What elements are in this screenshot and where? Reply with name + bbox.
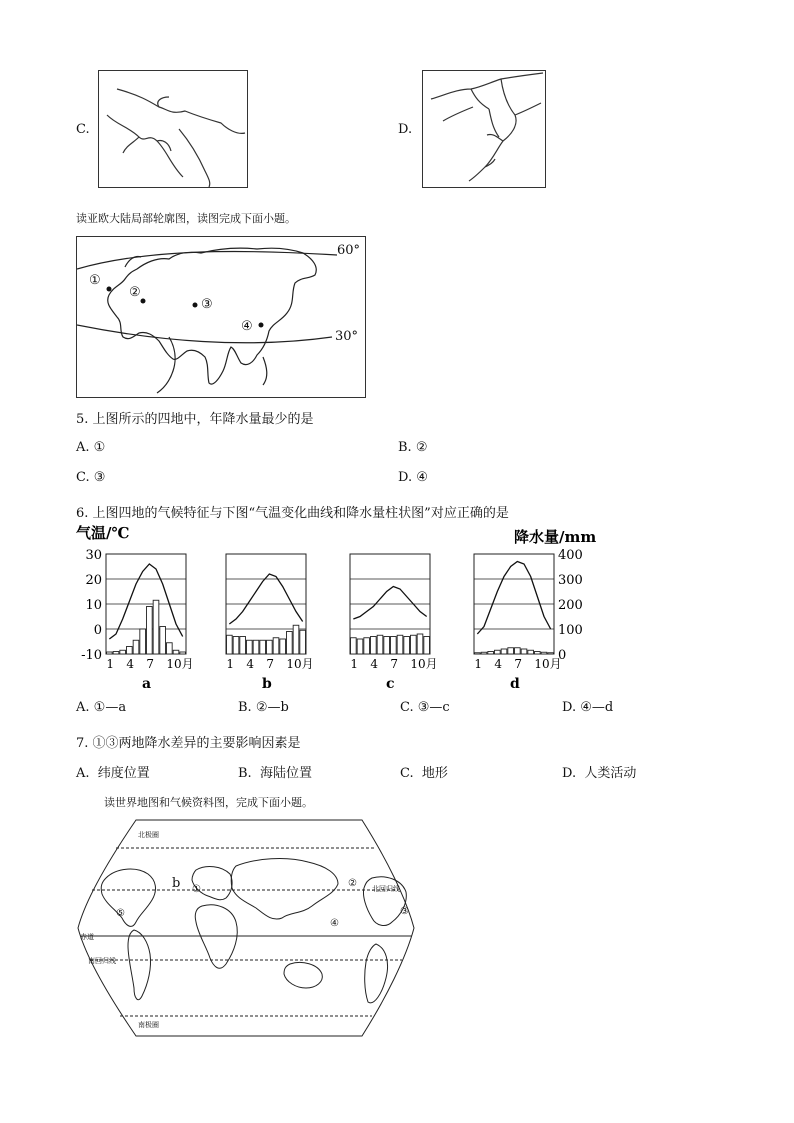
chart-d-name: d xyxy=(510,676,520,692)
chart-c-precip-bar xyxy=(357,639,363,654)
chart-b-precip-bar xyxy=(267,640,273,654)
chart-b-x-tick: 4 xyxy=(246,657,254,671)
chart-b-precip-bar xyxy=(253,640,259,654)
world-point-3: ③ xyxy=(400,906,409,917)
chart-c-x-tick: 7 xyxy=(390,657,398,671)
climate-charts xyxy=(76,524,616,694)
chart-a-precip-bar xyxy=(140,629,146,654)
eurasia-point-2: ② xyxy=(129,285,141,300)
chart-c-precip-bar xyxy=(384,637,390,655)
chart-c-precip-bar xyxy=(377,635,383,654)
q5-option-b[interactable]: B. ② xyxy=(398,440,428,455)
q6-option-d[interactable]: D. ④—d xyxy=(562,700,614,715)
option-c-river-map xyxy=(98,70,248,188)
chart-a-precip-bar xyxy=(173,650,179,654)
temp-tick-30: 30 xyxy=(85,548,102,563)
chart-c-x-tick: 4 xyxy=(370,657,378,671)
precip-tick-0: 0 xyxy=(558,648,567,663)
chart-b-x-tick: 1 xyxy=(226,657,234,671)
chart-a-precip-bar xyxy=(167,643,173,654)
chart-c-precip-bar xyxy=(397,635,403,654)
q7-option-d[interactable]: D. 人类活动 xyxy=(562,766,637,781)
intro-eurasia: 读亚欧大陆局部轮廓图，读图完成下面小题。 xyxy=(76,212,296,225)
chart-d-precip-bar xyxy=(475,653,481,654)
chart-d-precip-bar xyxy=(541,652,547,654)
chart-b-x-tick: 10月 xyxy=(286,657,314,671)
temp-tick-0: 0 xyxy=(93,623,102,638)
chart-b-precip-bar xyxy=(293,625,299,654)
chart-a-precip-bar xyxy=(120,650,126,654)
chart-a-precip-bar xyxy=(147,607,153,655)
chart-a-precip-bar xyxy=(133,640,139,654)
q6-option-c[interactable]: C. ③—c xyxy=(400,700,450,715)
chart-a-precip-bar xyxy=(113,652,119,655)
precip-tick-300: 300 xyxy=(558,573,583,588)
q6-stem: 6. 上图四地的气候特征与下图“气温变化曲线和降水量柱状图”对应正确的是 xyxy=(76,506,509,521)
q5-stem: 5. 上图所示的四地中，年降水量最少的是 xyxy=(76,412,314,427)
intro-world: 读世界地图和气候资料图，完成下面小题。 xyxy=(104,796,313,809)
temp-axis-label: 气温/℃ xyxy=(76,524,130,542)
chart-a-temp-line xyxy=(109,564,182,639)
chart-c-precip-bar xyxy=(424,637,430,655)
world-point-2: ② xyxy=(348,878,357,889)
option-c-label: C. xyxy=(76,122,90,137)
climate-charts-svg xyxy=(76,524,616,694)
chart-b-x-tick: 7 xyxy=(266,657,274,671)
chart-d-precip-bar xyxy=(515,648,521,654)
chart-b-precip-bar xyxy=(233,637,239,655)
precip-tick-200: 200 xyxy=(558,598,583,613)
chart-b-precip-bar xyxy=(287,632,293,655)
chart-a-x-tick: 4 xyxy=(126,657,134,671)
arctic-circle-label: 北极圈 xyxy=(138,831,159,839)
chart-b-name: b xyxy=(262,676,272,692)
precip-axis-label: 降水量/mm xyxy=(514,528,597,546)
temp-tick--10: -10 xyxy=(81,648,102,663)
chart-a-x-tick: 1 xyxy=(106,657,114,671)
q7-option-c[interactable]: C. 地形 xyxy=(400,766,448,781)
precip-tick-400: 400 xyxy=(558,548,583,563)
eurasia-point-3: ③ xyxy=(201,297,213,312)
lat-30-label: 30° xyxy=(335,329,359,344)
lat-30-line xyxy=(77,325,332,343)
option-d-label: D. xyxy=(398,122,413,137)
temp-tick-20: 20 xyxy=(85,573,102,588)
chart-c-precip-bar xyxy=(417,634,423,654)
equator-label: 赤道 xyxy=(80,933,94,941)
q6-option-b[interactable]: B. ②—b xyxy=(238,700,289,715)
chart-d-x-tick: 4 xyxy=(494,657,502,671)
chart-d-precip-bar xyxy=(501,649,507,654)
tropic-cancer-label: 北回归线 xyxy=(372,885,400,893)
antarctic-circle-label: 南极圈 xyxy=(138,1021,159,1029)
chart-b-precip-bar xyxy=(273,638,279,654)
chart-a-precip-bar xyxy=(160,627,166,655)
chart-d-precip-bar xyxy=(528,650,534,654)
chart-a-precip-bar xyxy=(180,652,186,654)
chart-c-x-tick: 10月 xyxy=(410,657,438,671)
chart-b-precip-bar xyxy=(260,640,266,654)
option-d-river-map xyxy=(422,70,546,188)
lat-60-label: 60° xyxy=(337,243,361,258)
chart-a-x-tick: 10月 xyxy=(166,657,194,671)
chart-b-precip-bar xyxy=(240,637,246,655)
eurasia-point-4: ④ xyxy=(241,319,253,334)
chart-b-temp-line xyxy=(229,574,302,624)
world-point-5: ⑤ xyxy=(116,908,125,919)
chart-a-precip-bar xyxy=(153,600,159,654)
chart-b-precip-bar xyxy=(280,639,286,654)
q7-option-b[interactable]: B. 海陆位置 xyxy=(238,766,312,781)
chart-d-precip-bar xyxy=(495,650,501,654)
chart-c-name: c xyxy=(386,676,395,692)
chart-d-precip-bar xyxy=(481,652,487,654)
temp-tick-10: 10 xyxy=(85,598,102,613)
chart-c-precip-bar xyxy=(404,637,410,655)
world-label-b: b xyxy=(172,876,181,891)
chart-c-x-tick: 1 xyxy=(350,657,358,671)
chart-c-precip-bar xyxy=(351,638,357,654)
precip-tick-100: 100 xyxy=(558,623,583,638)
q5-option-a[interactable]: A. ① xyxy=(76,440,106,455)
q6-option-a[interactable]: A. ①—a xyxy=(76,700,127,715)
chart-a-precip-bar xyxy=(127,647,133,655)
world-point-1: ① xyxy=(192,884,201,895)
q7-option-a[interactable]: A. 纬度位置 xyxy=(76,766,150,781)
chart-d-precip-bar xyxy=(508,648,514,654)
chart-c-precip-bar xyxy=(364,638,370,654)
chart-c-precip-bar xyxy=(411,635,417,654)
eurasia-map xyxy=(76,236,366,398)
chart-d-x-tick: 7 xyxy=(514,657,522,671)
q5-option-d[interactable]: D. ④ xyxy=(398,470,428,485)
chart-d-precip-bar xyxy=(521,649,527,654)
chart-d-x-tick: 1 xyxy=(474,657,482,671)
chart-b-precip-bar xyxy=(300,630,306,654)
lat-60-line xyxy=(77,252,337,269)
chart-c-precip-bar xyxy=(371,637,377,655)
chart-d-temp-line xyxy=(477,562,550,635)
chart-d-precip-bar xyxy=(535,652,541,655)
chart-a-precip-bar xyxy=(107,652,113,654)
chart-c-temp-line xyxy=(353,587,426,620)
eurasia-point-1: ① xyxy=(89,273,101,288)
chart-a-x-tick: 7 xyxy=(146,657,154,671)
world-point-4: ④ xyxy=(330,918,339,929)
chart-b-precip-bar xyxy=(247,640,253,654)
q5-option-c[interactable]: C. ③ xyxy=(76,470,106,485)
chart-b-precip-bar xyxy=(227,635,233,654)
q7-stem: 7. ①③两地降水差异的主要影响因素是 xyxy=(76,736,301,751)
tropic-capricorn-label: 南回归线 xyxy=(88,957,116,965)
chart-d-precip-bar xyxy=(488,652,494,655)
chart-c-precip-bar xyxy=(391,637,397,655)
world-map xyxy=(76,818,416,1040)
chart-d-x-tick: 10月 xyxy=(534,657,562,671)
world-map-frame xyxy=(78,820,414,1036)
chart-d-precip-bar xyxy=(548,653,554,654)
chart-a-name: a xyxy=(142,676,152,692)
